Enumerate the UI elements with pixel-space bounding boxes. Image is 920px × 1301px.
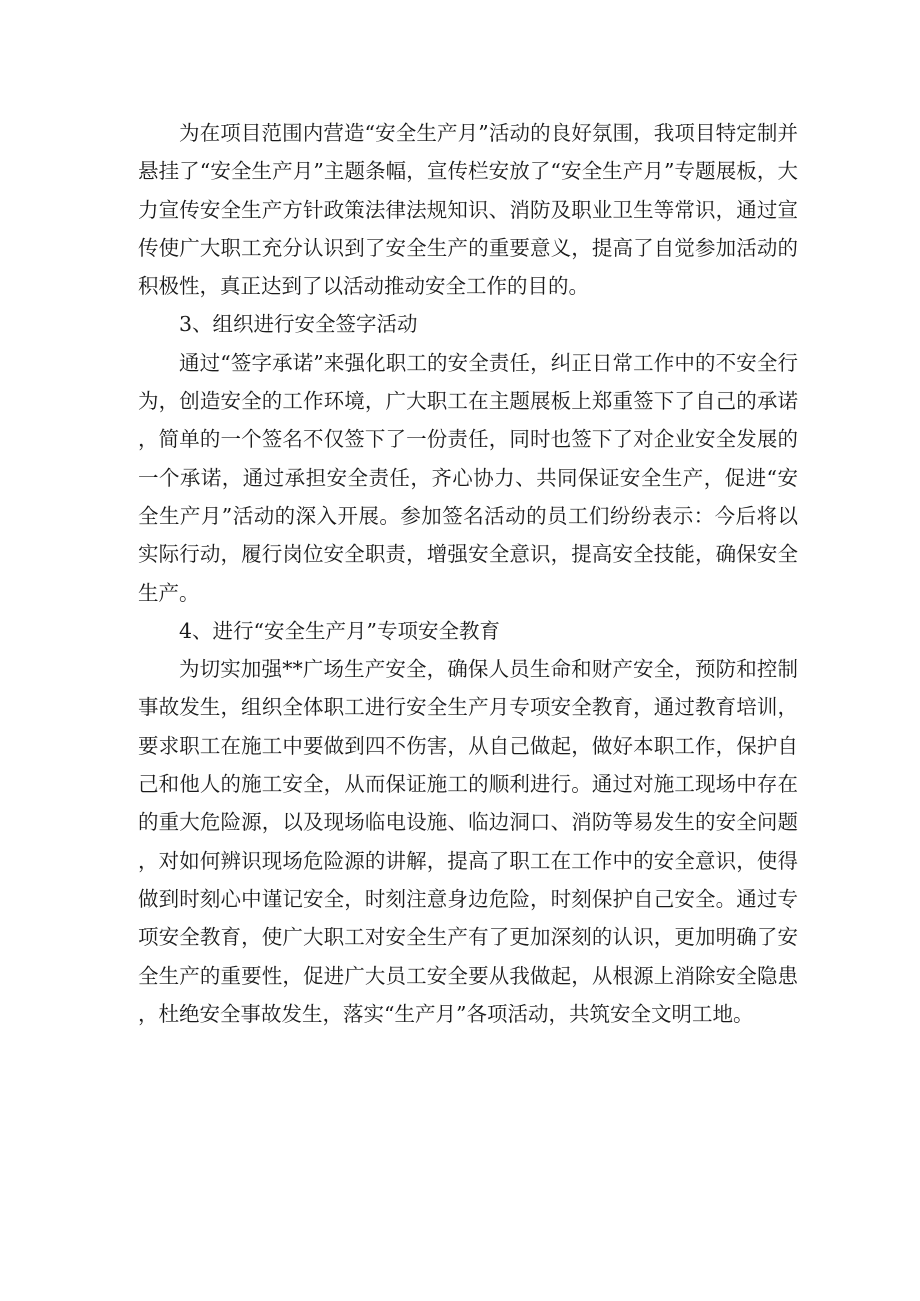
- section-heading-education: 4、进行“安全生产月”专项安全教育: [179, 618, 501, 643]
- document-body: [138, 114, 798, 1033]
- paragraph-education: 为切实加强**广场生产安全，确保人员生命和财产安全，预防和控制事故发生，组织全体职工进行安全生产月专项安全教育，通过教育培训，要求职工在施工中要做到四不伤害，从自己做起，做好本职工作，保护自己和他人的施工安全，从而保证施工的顺利进行。通过对施工现场中存在的重大危险源，以及现场临电设施、临边洞口、消防等易发生的安全问题，对如何辨识现场危险源的讲解，提高了职工在工作中的安全意识，使得做到时刻心中谨记安全，时刻注意身边危险，时刻保护自己安全。通过专项安全教育，使广大职工对安全生产有了更加深刻的认识，更加明确了安全生产的重要性，促进广大员工安全要从我做起，从根源上消除安全隐患，杜绝安全事故发生，落实“生产月”各项活动，共筑安全文明工地。: [138, 657, 798, 1026]
- section-heading-signing: 3、组织进行安全签字活动: [179, 312, 418, 337]
- paragraph-signing: 通过“签字承诺”来强化职工的安全责任，纠正日常工作中的不安全行为，创造安全的工作环境，广大职工在主题展板上郑重签下了自己的承诺，简单的一个签名不仅签下了一份责任，同时也签下了对企业安全发展的一个承诺，通过承担安全责任，齐心协力、共同保证安全生产，促进“安全生产月”活动的深入开展。参加签名活动的员工们纷纷表示：今后将以实际行动，履行岗位安全职责，增强安全意识，提高安全技能，确保安全生产。: [138, 350, 798, 605]
- paragraph-publicity: 为在项目范围内营造“安全生产月”活动的良好氛围，我项目特定制并悬挂了“安全生产月”主题条幅，宣传栏安放了“安全生产月”专题展板，大力宣传安全生产方针政策法律法规知识、消防及职业卫生等常识，通过宣传使广大职工充分认识到了安全生产的重要意义，提高了自觉参加活动的积极性，真正达到了以活动推动安全工作的目的。: [138, 121, 798, 299]
